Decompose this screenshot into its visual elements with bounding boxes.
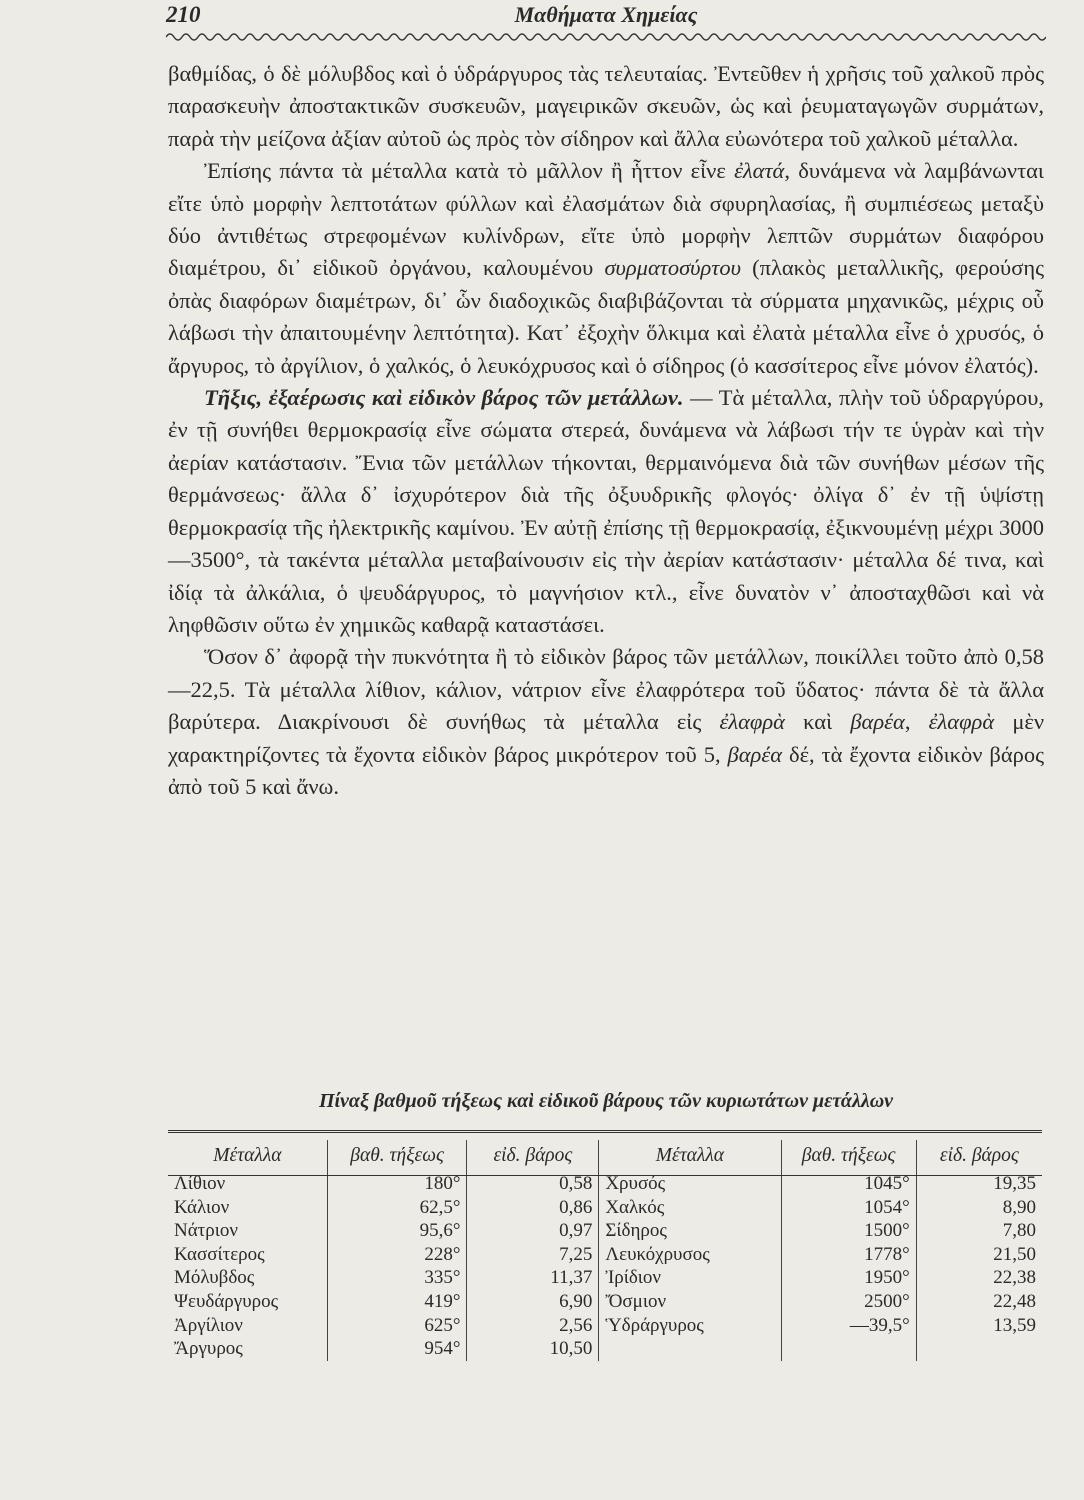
- table-cell: 1500°: [781, 1219, 916, 1243]
- text-run: βαρέα: [850, 709, 905, 735]
- table-cell: 954°: [327, 1337, 467, 1361]
- table-row: [168, 1290, 1042, 1314]
- text-run: (πλακὸς μεταλλικῆς, φερούσης ὀπὰς διαφόρων διαμέτρων, δι᾽ ὧν διαδοχικῶς διαβιβάζονται τὰ σύρματα μηχανικῶς, μέχρις οὗ λάβωσι τὴν ἀπαιτουμένην λεπτότητα). Κατ᾽ ἐξοχὴν ὅλκιμα καὶ ἐλατὰ μέταλλα εἶνε ὁ χρυσός, ὁ ἄργυρος, τὸ ἀργίλιον, ὁ χαλκός, ὁ λευκόχρυσος καὶ ὁ σίδηρος (ὁ κασσίτερος εἶνε μόνον ἐλατός).: [168, 255, 1045, 378]
- col-header: εἰδ. βάρος: [467, 1140, 599, 1172]
- col-header: Μέταλλα: [599, 1140, 781, 1172]
- table-cell: Λευκόχρυσος: [599, 1243, 781, 1267]
- table-cell: Ψευδάργυρος: [174, 1290, 279, 1312]
- table-header-rule: [168, 1175, 1042, 1176]
- table-cell: 21,50: [916, 1243, 1042, 1267]
- table-cell: 13,59: [916, 1314, 1042, 1338]
- table-cell: 95,6°: [327, 1219, 467, 1243]
- table-cell: 1054°: [781, 1196, 916, 1220]
- table-cell: [916, 1337, 1042, 1361]
- text-run: βαθμίδας, ὁ δὲ μόλυβδος καὶ ὁ ὑδράργυρος τὰς τελευταίας. Ἐντεῦθεν ἡ χρῆσις τοῦ χαλκοῦ πρὸς παρασκευὴν ἀποστακτικῶν συσκευῶν, μαγειρικῶν σκευῶν, ὡς καὶ ῥευματαγωγῶν συρμάτων, παρὰ τὴν μείζονα ἀξίαν αὐτοῦ ὡς πρὸς τὸν σίδηρον καὶ ἄλλα εὐωνότερα τοῦ χαλκοῦ μέταλλα.: [168, 61, 1044, 151]
- text-run: μὲν χαρακτηρίζοντες τὰ ἔχοντα εἰδικὸν βάρος μικρότερον τοῦ 5,: [168, 709, 1045, 767]
- table-cell: 6,90: [467, 1290, 599, 1314]
- table-cell: [781, 1337, 916, 1361]
- table-cell: 7,25: [467, 1243, 599, 1267]
- col-header: βαθ. τήξεως: [327, 1140, 467, 1172]
- table-cell: Κάλιον: [174, 1196, 230, 1218]
- table-cell: 8,90: [916, 1196, 1042, 1220]
- text-run: ἐλαφρὰ: [719, 709, 785, 735]
- table-cell: Ἰρίδιον: [599, 1266, 781, 1290]
- table-row: [168, 1314, 1042, 1338]
- table-cell: Λίθιον: [174, 1173, 226, 1194]
- table-cell: 22,38: [916, 1266, 1042, 1290]
- table-cell: Ὑδράργυρος: [599, 1314, 781, 1338]
- table-cell: 180°: [327, 1172, 467, 1196]
- table-cell: 22,48: [916, 1290, 1042, 1314]
- table-cell: 1045°: [781, 1172, 916, 1196]
- table-cell: 0,58: [467, 1172, 599, 1196]
- paragraph: [168, 155, 1044, 382]
- table-cell: 1778°: [781, 1243, 916, 1267]
- table-row: [168, 1266, 1042, 1290]
- text-run: ἐλατά: [734, 158, 785, 184]
- text-run: ,: [904, 709, 929, 735]
- metals-table: [168, 1140, 1042, 1361]
- col-header: Μέταλλα: [213, 1145, 282, 1166]
- table-row: [168, 1219, 1042, 1243]
- text-run: , δυνάμενα νὰ λαμβάνωνται εἴτε ὑπὸ μορφὴν λεπτοτάτων φύλλων καὶ ἐλασμάτων διὰ σφυρηλασίας, ἢ συμπιέσεως μεταξὺ δύο ἀντιθέτως στρεφομένων κυλίνδρων, εἴτε ὑπὸ μορφὴν λεπτῶν συρμάτων διαφόρου διαμέτρου, δι᾽ εἰδικοῦ ὀργάνου, καλουμένου: [168, 158, 1044, 281]
- table-cell: Χρυσός: [599, 1172, 781, 1196]
- text-run: βαρέα: [727, 741, 783, 767]
- table-cell: 625°: [327, 1314, 467, 1338]
- table-cell: 228°: [327, 1243, 467, 1267]
- table-cell: Μόλυβδος: [174, 1267, 255, 1289]
- paragraph: [168, 641, 1044, 803]
- table-row: [168, 1196, 1042, 1220]
- table-top-rule: [168, 1130, 1042, 1133]
- col-header: βαθ. τήξεως: [781, 1140, 916, 1172]
- table-row: [168, 1337, 1042, 1361]
- table-cell: Χαλκός: [599, 1196, 781, 1220]
- text-run: ἐλαφρὰ: [928, 709, 995, 735]
- wavy-rule: [166, 30, 1046, 44]
- table-cell: 2,56: [467, 1314, 599, 1338]
- table-header-row: [168, 1140, 1042, 1172]
- table-cell: 0,86: [467, 1196, 599, 1220]
- text-run: δέ, τὰ ἔχοντα εἰδικὸν βάρος ἀπὸ τοῦ 5 καὶ ἄνω.: [168, 741, 1044, 799]
- text-run: Ἐπίσης πάντα τὰ μέταλλα κατὰ τὸ μᾶλλον ἢ ἧττον εἶνε: [204, 158, 735, 184]
- table-cell: Νάτριον: [174, 1220, 238, 1242]
- text-run: Ὅσον δ᾽ ἀφορᾷ τὴν πυκνότητα ἢ τὸ εἰδικὸν βάρος τῶν μετάλλων, ποικίλλει τοῦτο ἀπὸ 0,58—22,5. Τὰ μέταλλα λίθιον, κάλιον, νάτριον εἶνε ἐλαφρότερα τοῦ ὕδατος· πάντα δὲ τὰ ἄλλα βαρύτερα. Διακρίνουσι δὲ συνήθως τὰ μέταλλα εἰς: [168, 644, 1044, 735]
- table-cell: 335°: [327, 1266, 467, 1290]
- table-cell: [599, 1337, 781, 1361]
- table-cell: Ἀργίλιον: [174, 1314, 243, 1336]
- table-cell: Ἄργυρος: [174, 1338, 243, 1360]
- running-title: Μαθήματα Χημείας: [514, 2, 698, 27]
- table-cell: Κασσίτερος: [174, 1243, 265, 1265]
- section-heading: Τῆξις, ἐξαέρωσις καὶ εἰδικὸν βάρος τῶν μετάλλων.: [204, 385, 684, 411]
- table-cell: 10,50: [467, 1337, 599, 1361]
- paragraph: [168, 382, 1044, 641]
- text-run: καὶ: [784, 709, 851, 735]
- text-run: συρματοσύρτου: [604, 255, 741, 281]
- table-cell: 419°: [327, 1290, 467, 1314]
- table-cell: 7,80: [916, 1219, 1042, 1243]
- table-cell: Ὄσμιον: [599, 1290, 781, 1314]
- table-cell: 0,97: [467, 1219, 599, 1243]
- table-caption: Πίναξ βαθμοῦ τήξεως καὶ εἰδικοῦ βάρους τῶν κυριωτάτων μετάλλων: [318, 1090, 894, 1112]
- table-cell: Σίδηρος: [599, 1219, 781, 1243]
- table-cell: 19,35: [916, 1172, 1042, 1196]
- page-number: 210: [166, 2, 201, 27]
- body-text: [168, 58, 1044, 803]
- paragraph: [168, 58, 1044, 155]
- table-cell: 62,5°: [327, 1196, 467, 1220]
- table-cell: 1950°: [781, 1266, 916, 1290]
- col-header: εἰδ. βάρος: [916, 1140, 1042, 1172]
- table-cell: —39,5°: [781, 1314, 916, 1338]
- table-row: [168, 1243, 1042, 1267]
- table-cell: 2500°: [781, 1290, 916, 1314]
- page-header: [166, 2, 1046, 28]
- text-run: — Τὰ μέταλλα, πλὴν τοῦ ὑδραργύρου, ἐν τῇ συνήθει θερμοκρασίᾳ εἶνε σώματα στερεά, δυνάμενα νὰ λάβωσι τήν τε ὑγρὰν καὶ τὴν ἀερίαν κατάστασιν. Ἔνια τῶν μετάλλων τήκονται, θερμαινόμενα διὰ τῶν συνήθων μέσων τῆς θερμάνσεως· ἄλλα δ᾽ ἰσχυρότερον διὰ τῆς ὀξυυδρικῆς φλογός· ὀλίγα δ᾽ ἐν τῇ ὑψίστῃ θερμοκρασίᾳ τῆς ἠλεκτρικῆς καμίνου. Ἐν αὐτῇ ἐπίσης τῇ θερμοκρασίᾳ, ἐξικνουμένῃ μέχρι 3000—3500°, τὰ τακέντα μέταλλα μεταβαίνουσιν εἰς τὴν ἀερίαν κατάστασιν· μέταλλα δέ τινα, καὶ ἰδίᾳ τὰ ἀλκάλια, ὁ ψευδάργυρος, τὸ μαγνήσιον κτλ., εἶνε δυνατὸν ν᾽ ἀποσταχθῶσι καὶ νὰ ληφθῶσιν οὕτω ἐν χημικῶς καθαρᾷ καταστάσει.: [168, 385, 1045, 637]
- table-cell: 11,37: [467, 1266, 599, 1290]
